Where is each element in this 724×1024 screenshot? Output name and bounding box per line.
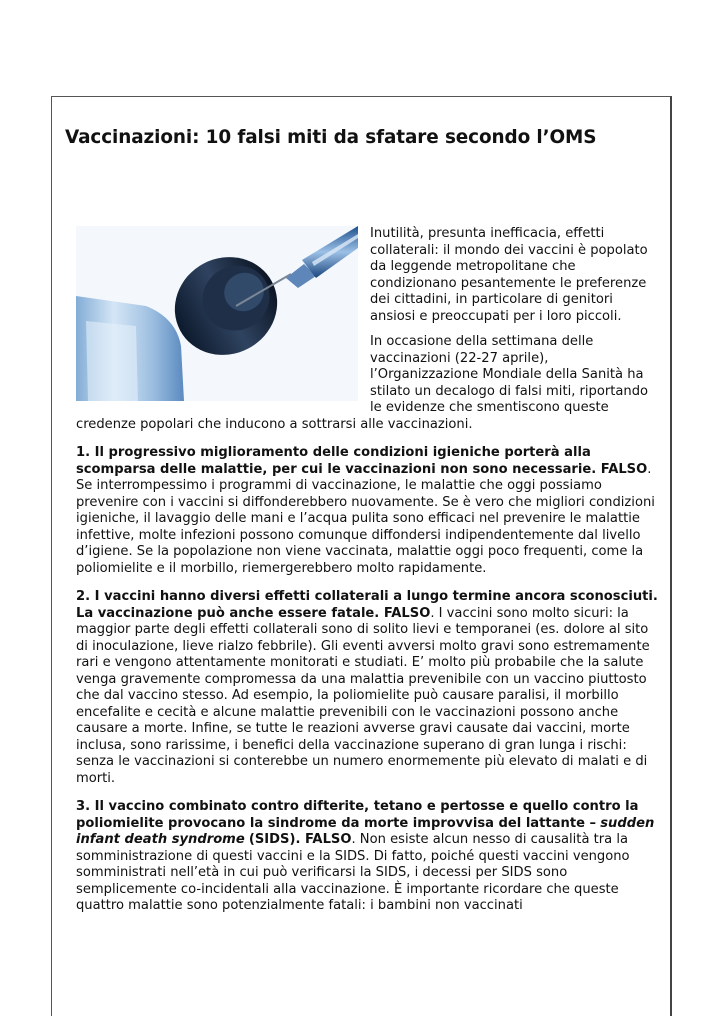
intro-paragraph-2: In occasione della settimana delle vaccinazioni (22-27 aprile), l’Organizzazione Mondiale della Sanità ha stilato un decalogo di falsi miti, riportando le evidenze che smentiscono queste credenze popolari che inducono a sottrarsi alle vaccinazioni. [76,334,649,432]
vaccine-vial-syringe-photo [76,226,358,401]
myth-3-heading-italic: sudden infant death syndrome [76,815,655,847]
myth-1-heading: 1. Il progressivo miglioramento delle condizioni igieniche porterà alla scomparsa delle malattie, per cui le vaccinazioni non sono necessarie. FALSO [76,445,648,477]
myth-1-body: . Se interrompessimo i programmi di vaccinazione, le malattie che oggi possiamo prevenire con i vaccini si diffonderebbero nuovamente. Se è vero che migliori condizioni igieniche, il lavaggio delle mani e l’acqua pulita sono efficaci nel prevenire le malattie infettive, molte infezioni possono comunque diffondersi indipendentemente dal livello d’igiene. Se la popolazione non viene vaccinata, malattie oggi poco frequenti, come la poliomielite e il morbillo, riemergerebbero molto rapidamente. [76,461,655,576]
myth-1 [76,445,658,577]
myth-2 [76,589,658,787]
document-page [51,96,672,1016]
myth-3 [76,799,658,915]
article-body [76,226,658,927]
myth-3-heading: 3. Il vaccino combinato contro difterite, tetano e pertosse e quello contro la poliomielite provocano la sindrome da morte improvvisa del lattante – [76,799,639,831]
myth-2-body: . I vaccini sono molto sicuri: la maggior parte degli effetti collaterali sono di solito lievi e temporanei (es. dolore al sito di inoculazione, lieve rialzo febbrile). Gli eventi avversi molto gravi sono estremamente rari e vengono attentamente monitorati e studiati. E’ molto più probabile che la salute venga gravemente compromessa da una malattia prevenibile con un vaccino piuttosto che dal vaccino stesso. Ad esempio, la poliomielite può causare paralisi, il morbillo encefalite e cecità e alcune malattie prevenibili con le vaccinazioni possono anche causare a morte. Infine, se tutte le reazioni avverse gravi causate dai vaccini, morte inclusa, sono rarissime, i benefici della vaccinazione superano di gran lunga i rischi: senza le vaccinazioni si conterebbe un numero enormemente più elevato di malati e di morti. [76,605,650,786]
intro-paragraph-1: Inutilità, presunta inefficacia, effetti collaterali: il mondo dei vaccini è popolato da leggende metropolitane che condizionano pesantemente le preferenze dei cittadini, in particolare di genitori ansiosi e preoccupati per i loro piccoli. [370,226,648,324]
myth-2-heading: 2. I vaccini hanno diversi effetti collaterali a lungo termine ancora sconosciuti. La vaccinazione può anche essere fatale. FALSO [76,589,658,621]
syringe-icon [76,226,358,401]
myth-3-body: . Non esiste alcun nesso di causalità tra la somministrazione di questi vaccini e la SIDS. Di fatto, poiché questi vaccini vengono somministrati nell’età in cui può verificarsi la SIDS, i decessi per SIDS sono semplicemente co-incidentali alla vaccinazione. È importante ricordare che queste quattro malattie sono potenzialmente fatali: i bambini non vaccinati [76,832,630,913]
article-title: Vaccinazioni: 10 falsi miti da sfatare secondo l’OMS [65,127,597,148]
myth-3-heading-tail: (SIDS). FALSO [248,832,352,847]
